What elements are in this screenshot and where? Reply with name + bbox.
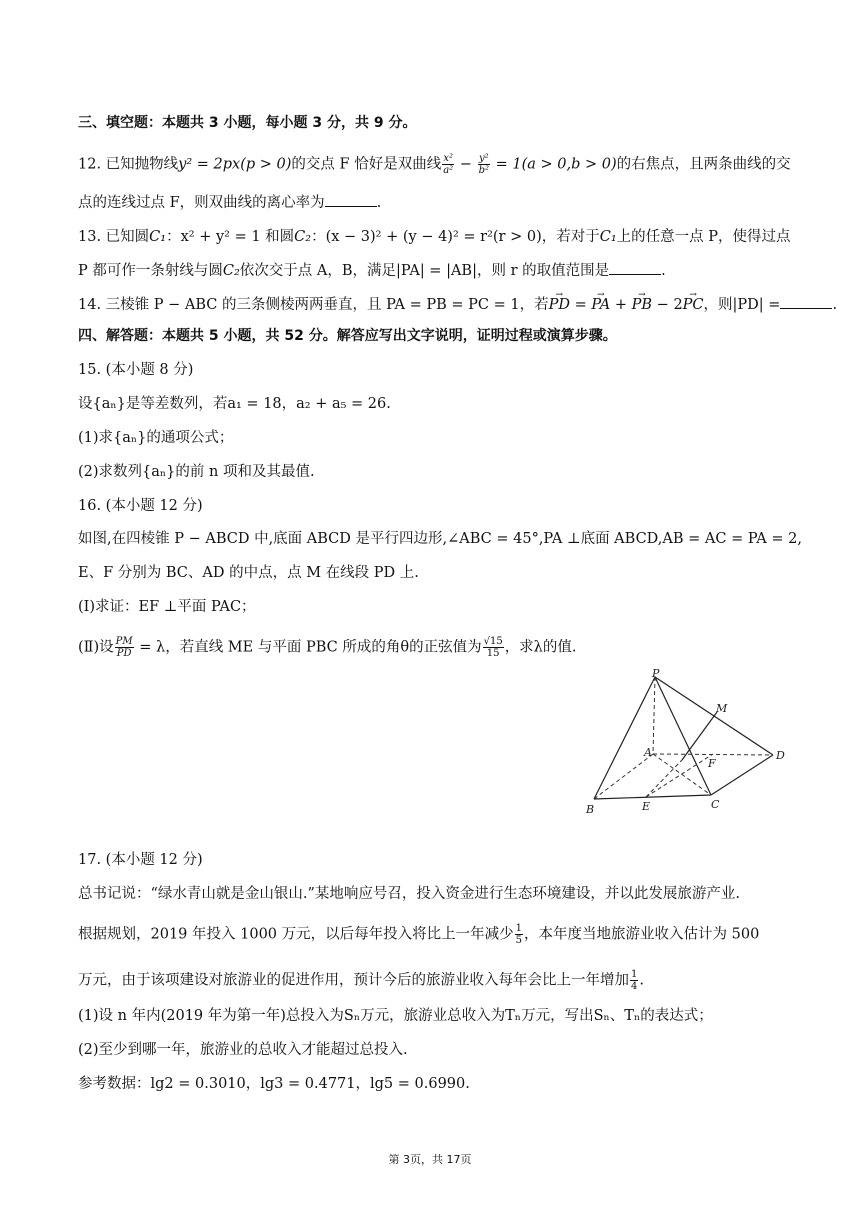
question-14: 14. 三棱锥 P − ABC 的三条侧棱两两垂直，且 PA = PB = PC = 1，若→ PD = → PA + → PB − 2→ PC，则|PD| = . [78,294,837,315]
question-16-text-1: 如图,在四棱锥 P − ABCD 中,底面 ABCD 是平行四边形,∠ABC = 45°,PA ⊥底面 ABCD,AB = AC = PA = 2, [78,531,802,547]
label-c: C [711,798,720,811]
label-b: B [586,803,595,816]
question-16-part-2: (Ⅱ)设 $\frac{PM}{PD}$ = λ，若直线 ME 与平面 PBC 所成的角θ的正弦值为 $\frac{√15}{15}$ ，求λ的值. [78,636,577,659]
q12-text-b: 的交点 F 恰好是双曲线 [291,156,442,173]
section-heading-answers: 四、解答题：本题共 5 小题，共 52 分。解答应写出文字说明，证明过程或演算步骤。 [78,328,617,344]
question-15-title: 15. (本小题 8 分) [78,362,194,378]
page-footer: 第 3页，共 17页 [388,1153,472,1166]
question-15-part-1: (1)求{aₙ}的通项公式； [78,430,234,446]
question-17-text-3: 万元，由于该项建设对旅游业的促进作用，预计今后的旅游业收入每年会比上一年增加 $\frac{1}{4}$ . [78,969,644,992]
edge-ab [594,754,653,799]
question-15-part-2: (2)求数列{aₙ}的前 n 项和及其最值. [78,464,315,480]
edge-cd [711,755,773,795]
q12-text-a: 12. 已知抛物线 [78,156,179,173]
question-13-line-1: 13. 已知圆C₁：x² + y² = 1 和圆C₂：(x − 3)² + (y − 4)² = r²(r > 0)，若对于C₁上的任意一点 P，使得过点 [78,229,791,245]
edge-em [646,760,682,797]
q16-ratio-fraction: $\frac{PM}{PD}$ [115,636,133,659]
question-17-part-2: (2)至少到哪一年，旅游业的总收入才能超过总投入. [78,1042,408,1058]
q12-frac-x: $\frac{\text{x²}}{\text{a²}}$ [443,153,454,176]
label-f: F [708,757,716,770]
question-16-part-1: (Ⅰ)求证：EF ⊥平面 PAC； [78,599,256,615]
question-17-part-1: (1)设 n 年内(2019 年为第一年)总投入为Sₙ万元，旅游业总收入为Tₙ万元，写出Sₙ、Tₙ的表达式； [78,1008,713,1024]
edge-pc [655,677,711,795]
label-e: E [642,800,651,813]
question-15-text: 设{aₙ}是等差数列，若a₁ = 18，a₂ + a₅ = 26. [78,396,391,412]
question-12-line-2: 点的连线过点 F，则双曲线的离心率为 . [78,192,381,213]
q17-fraction-quarter: $\frac{1}{4}$ [631,969,638,992]
answer-blank [780,294,832,309]
reference-data: 参考数据：lg2 = 0.3010，lg3 = 0.4771，lg5 = 0.6990. [78,1076,470,1092]
section-heading-fill-in: 三、填空题：本题共 3 小题，每小题 3 分，共 9 分。 [78,115,417,131]
label-a: A [644,746,652,759]
question-13-line-2: P 都可作一条射线与圆C₂依次交于点 A，B，满足|PA| = |AB|，则 r 的取值范围是 . [78,260,666,281]
q16-sine-fraction: $\frac{√15}{15}$ [483,636,503,659]
q12-frac-y: $\frac{\text{y²}}{\text{b²}}$ [478,153,489,176]
q12-hyperbola-cond: = 1(a > 0,b > 0) [490,156,617,173]
label-m: M [716,702,728,715]
question-17-text-2: 根据规划，2019 年投入 1000 万元，以后每年投入将比上一年减少 $\frac{1}{5}$ ，本年度当地旅游业收入估计为 500 [78,923,760,946]
question-16-title: 16. (本小题 12 分) [78,498,203,514]
q12-text-c: 的右焦点，且两条曲线的交 [616,156,791,173]
question-17-text-1: 总书记说：“绿水青山就是金山银山.”某地响应号召，投入资金进行生态环境建设，并以此发展旅游产业. [78,886,741,902]
question-16-text-2: E、F 分别为 BC、AD 的中点，点 M 在线段 PD 上. [78,565,419,581]
q17-fraction-fifth: $\frac{1}{5}$ [515,923,523,946]
edge-ef [646,754,713,797]
question-12-line-1: 12. 已知抛物线y² = 2px(p > 0)的交点 F 恰好是双曲线 $\frac{\text{x²}}{\text{a²}}$ − $\frac{\text{y²}}{\text{b²}}$ = 1(a > 0,b > 0)的右焦点，且两条曲线的交 [78,153,791,176]
edge-me [682,712,717,760]
edge-pa [653,677,655,754]
edge-bc [594,795,711,799]
q12-parabola-eq: y² = 2px(p > 0) [178,156,292,173]
pyramid-figure [580,668,800,818]
label-p: P [652,668,660,680]
edge-pb [594,677,655,799]
label-d: D [776,749,785,762]
answer-blank [609,260,661,275]
answer-blank [325,192,377,207]
question-17-title: 17. (本小题 12 分) [78,852,203,868]
